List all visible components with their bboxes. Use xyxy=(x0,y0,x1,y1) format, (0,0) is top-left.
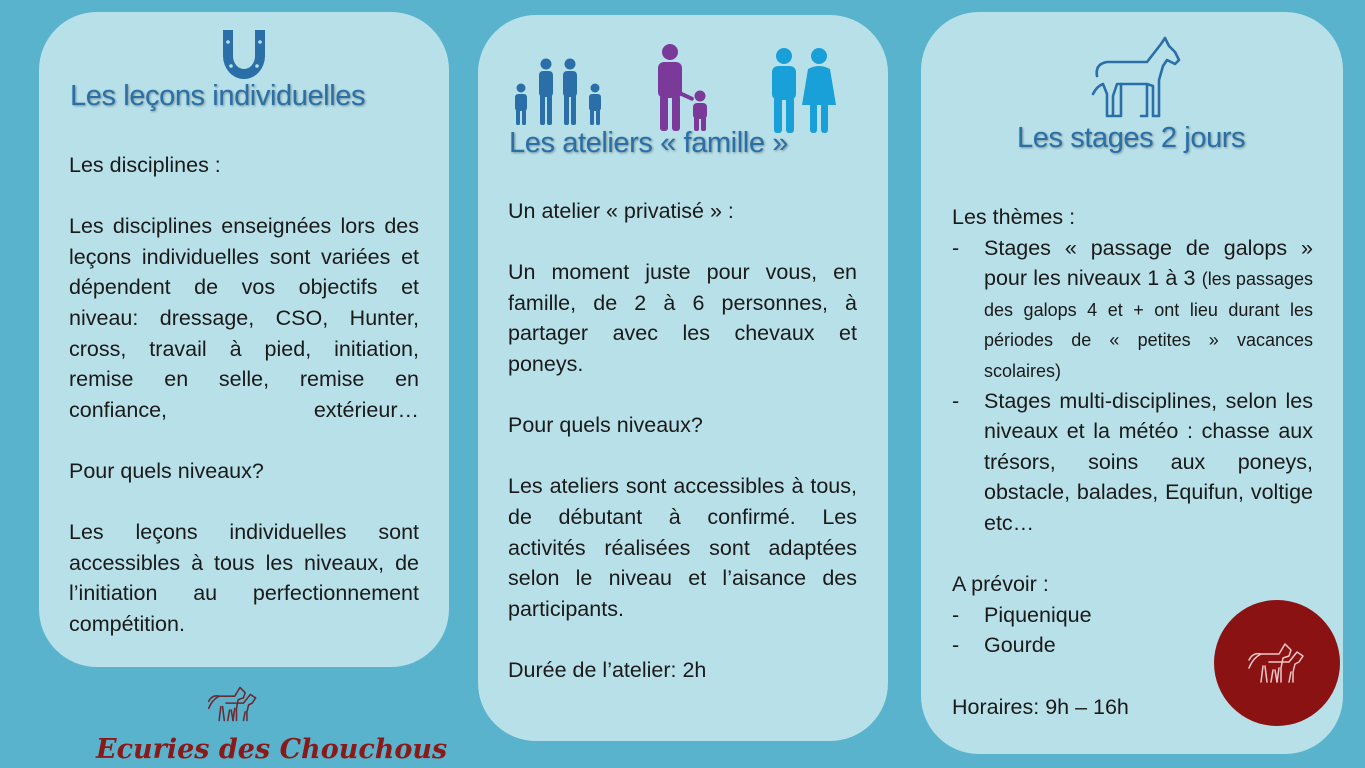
card-body xyxy=(69,150,419,640)
theme-item-galops: Stages « passage de galops » pour les niveaux 1 à 3 xyxy=(984,235,1313,291)
duration-text: Durée de l’atelier: 2h xyxy=(508,657,707,682)
card-family-workshops xyxy=(478,15,888,741)
list-dash: - xyxy=(952,235,960,260)
couple-icon xyxy=(764,47,840,133)
parent-child-icon xyxy=(650,43,714,131)
card-body xyxy=(508,196,857,686)
list-item xyxy=(952,386,1313,539)
private-text: Un moment juste pour vous, en famille, de 2 à 6 personnes, à partager avec les chevaux et poneys. xyxy=(508,260,857,376)
bring-item: Gourde xyxy=(984,633,1056,658)
list-dash: - xyxy=(952,633,960,658)
brand-seal xyxy=(1214,600,1340,726)
levels-heading: Pour quels niveaux? xyxy=(508,413,703,438)
list-item xyxy=(952,233,1313,386)
theme-item-galops-note: (les passages des galops 4 et + ont lieu durant les périodes de « petites » vacances scolaires) xyxy=(984,269,1313,381)
horseshoe-icon xyxy=(215,26,273,86)
brand-name: Ecuries des Chouchous xyxy=(96,734,448,765)
private-heading: Un atelier « privatisé » : xyxy=(508,199,734,223)
family-icon xyxy=(510,57,606,125)
list-dash: - xyxy=(952,388,960,413)
bring-heading: A prévoir : xyxy=(952,572,1049,597)
card-title: Les stages 2 jours xyxy=(1017,122,1246,154)
horse-icon xyxy=(1091,36,1183,118)
levels-text: Les leçons individuelles sont accessibles à tous les niveaux, de l’initiation au perfectionnement compétition. xyxy=(69,520,419,636)
list-dash: - xyxy=(952,602,960,627)
horses-logo-icon xyxy=(205,684,261,724)
disciplines-heading: Les disciplines : xyxy=(69,153,221,177)
levels-text: Les ateliers sont accessibles à tous, de débutant à confirmé. Les activités réalisées sont adaptées selon le niveau et l’aisance des participants. xyxy=(508,474,857,621)
card-title: Les ateliers « famille » xyxy=(509,127,788,159)
themes-heading: Les thèmes : xyxy=(952,205,1076,229)
card-individual-lessons xyxy=(39,12,449,667)
theme-item-multi: Stages multi-disciplines, selon les niveaux et la météo : chasse aux trésors, soins aux poneys, obstacle, balades, Equifun, voltige etc… xyxy=(984,388,1313,535)
hours-text: Horaires: 9h – 16h xyxy=(952,694,1129,719)
bring-item: Piquenique xyxy=(984,602,1092,627)
levels-heading: Pour quels niveaux? xyxy=(69,458,264,483)
disciplines-text: Les disciplines enseignées lors des leçons individuelles sont variées et dépendent de vos objectifs et niveau: dressage, CSO, Hunter, cross, travail à pied, initiation, remise en selle, remise en confiance, extérieur… xyxy=(69,214,419,422)
card-title: Les leçons individuelles xyxy=(70,80,366,112)
horses-logo-icon xyxy=(1245,640,1309,686)
